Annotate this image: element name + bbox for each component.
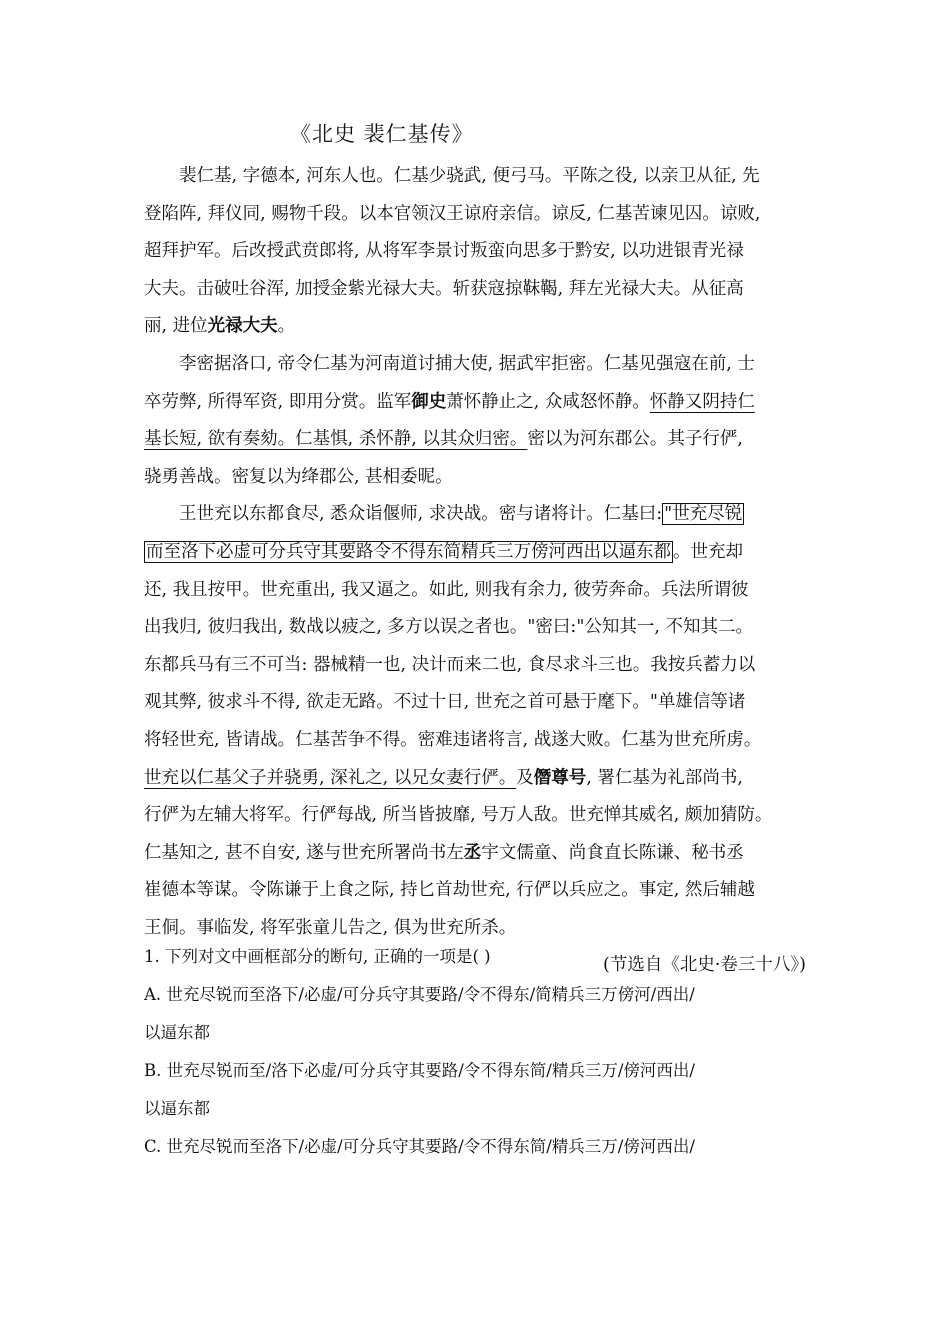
paragraph-3-line-6: 观其弊, 彼求斗不得, 欲走无路。不过十日, 世充之首可悬于麾下。"单雄信等诸 [144, 692, 746, 713]
boxed-text: 而至洛下必虚可分兵守其要路令不得东简精兵三万傍河西出以逼东都 [146, 541, 671, 562]
option-b-line-2: 以逼东都 [144, 1099, 210, 1118]
option-a-line-1: A. 世充尽锐而至洛下/必虚/可分兵守其要路/令不得东/简精兵三万傍河/西出/ [144, 985, 695, 1004]
text-segment: 宇文儒童、尚食直长陈谦、秘书丞 [481, 842, 744, 863]
paragraph-1-line-3: 超拜护军。后改授武贲郎将, 从将军李景讨叛蛮向思多于黔安, 以功进银青光禄 [144, 241, 744, 262]
paragraph-3-line-1 [144, 496, 812, 534]
text-segment: 丽, 进位 [144, 316, 208, 337]
text-segment: 王世充以东都食尽, 悉众诣偃师, 求决战。密与诸将计。仁基曰: [179, 504, 663, 525]
paragraph-1-line-5 [144, 308, 812, 346]
bold-term: 御史 [411, 391, 447, 412]
paragraph-2-line-3 [144, 421, 812, 459]
paragraph-2-line-4: 骁勇善战。密复以为绛郡公, 甚相委昵。 [144, 466, 453, 487]
boxed-text: "世充尽锐 [664, 504, 743, 525]
text-segment: 及 [516, 767, 534, 788]
paragraph-3-line-2 [144, 534, 812, 572]
paragraph-2-line-2 [144, 384, 812, 422]
option-b-line-1: B. 世充尽锐而至/洛下必虚/可分兵守其要路/令不得东简/精兵三万/傍河西出/ [144, 1061, 695, 1080]
option-c-line-1: C. 世充尽锐而至洛下/必虚/可分兵守其要路/令不得东简/精兵三万/傍河西出/ [144, 1137, 695, 1156]
bold-term: 僭尊号 [533, 767, 587, 788]
paragraph-3-line-12: 王侗。事临发, 将军张童儿告之, 俱为世充所杀。 [144, 917, 517, 938]
passage [144, 158, 812, 985]
paragraph-3-line-4: 出我归, 彼归我出, 数战以疲之, 多方以误之者也。"密曰:"公知其一, 不知其二。 [144, 617, 753, 638]
page-title: 《北史 裴仁基传》 [290, 122, 474, 146]
paragraph-3-line-7: 将轻世充, 皆请战。仁基苦争不得。密难违诸将言, 战遂大败。仁基为世充所虏。 [144, 729, 762, 750]
paragraph-3-line-5: 东都兵马有三不可当: 器械精一也, 决计而来二也, 食尽求斗三也。我按兵蓄力以 [144, 654, 756, 675]
paragraph-1-line-4: 大夫。击破吐谷浑, 加授金紫光禄大夫。斩获寇掠靺鞨, 拜左光禄大夫。从征高 [144, 278, 744, 299]
paragraph-2-line-1: 李密据洛口, 帝令仁基为河南道讨捕大使, 据武牢拒密。仁基见强寇在前, 士 [179, 353, 755, 374]
text-segment: 卒劳弊, 所得军资, 即用分赏。监军 [144, 391, 412, 412]
underlined-text: 世充以仁基父子并骁勇, 深礼之, 以兄女妻行俨。 [144, 767, 517, 788]
text-segment: 。世充却 [673, 541, 743, 562]
paragraph-3-line-11: 崔德本等谋。令陈谦于上食之际, 持匕首劫世充, 行俨以兵应之。事定, 然后辅越 [144, 880, 755, 901]
option-a-line-2: 以逼东都 [144, 1023, 210, 1042]
question-1-stem: 1. 下列对文中画框部分的断句, 正确的一项是( ) [144, 947, 491, 966]
paragraph-3-line-9: 行俨为左辅大将军。行俨每战, 所当皆披靡, 号万人敌。世充惮其威名, 颇加猜防。 [144, 805, 773, 826]
bold-term: 丞 [463, 842, 482, 863]
paragraph-1-line-1: 裴仁基, 字德本, 河东人也。仁基少骁武, 便弓马。平陈之役, 以亲卫从征, 先 [179, 166, 760, 186]
bold-term: 光禄大夫 [207, 316, 278, 337]
paragraph-3-line-10 [144, 835, 812, 873]
paragraph-1-line-2: 登陷阵, 拜仪同, 赐物千段。以本官领汉王谅府亲信。谅反, 仁基苦谏见囚。谅败, [144, 203, 761, 224]
text-segment: , 署仁基为礼部尚书, [586, 767, 743, 788]
underlined-text: 怀静又阴持仁 [649, 391, 755, 412]
text-segment: 。 [277, 316, 296, 337]
text-segment: 密以为河东郡公。其子行俨, [527, 429, 743, 450]
paragraph-3-line-3: 还, 我且按甲。世充重出, 我又逼之。如此, 则我有余力, 彼劳奔命。兵法所谓彼 [144, 579, 749, 600]
text-segment: 仁基知之, 甚不自安, 遂与世充所署尚书左 [144, 842, 464, 863]
underlined-text: 基长短, 欲有奏劾。仁基惧, 杀怀静, 以其众归密。 [144, 429, 528, 450]
question-section [144, 938, 812, 1166]
text-segment: 萧怀静止之, 众咸怒怀静。 [446, 391, 650, 412]
source-citation: (节选自《北史·卷三十八》) [603, 955, 806, 976]
paragraph-3-line-8 [144, 760, 812, 798]
